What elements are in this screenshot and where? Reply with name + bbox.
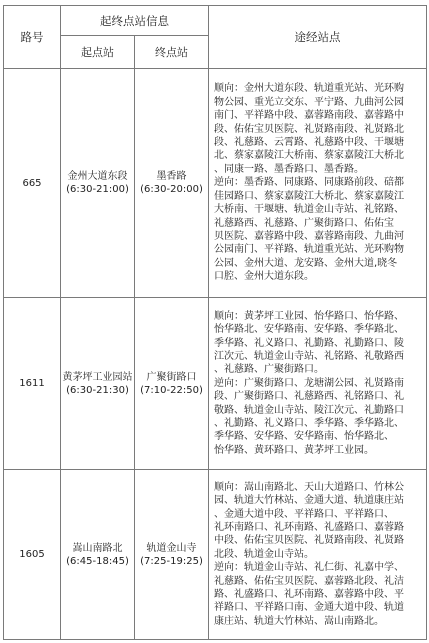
stops-line: 、金通大道中段、平祥路口、平祥路口、 [214, 508, 394, 520]
stops-line: 礼慈路西、礼慈路、广聚街路口、佑佑宝 [214, 217, 394, 229]
stops-line: 逆向：轨道金山寺站、礼仁街、礼嘉中学、 [214, 562, 404, 574]
route-no-header: 路号 [4, 6, 61, 69]
start-station-cell [61, 298, 135, 470]
stops-line: 逆向：广聚街路口、龙塘湖公园、礼贤路南 [214, 377, 404, 389]
route-row-1605 [4, 470, 427, 640]
stops-line: 物公园、重光立交东、平宁路、九曲河公园 [214, 96, 404, 108]
start-station-cell [61, 69, 135, 298]
route-number: 1611 [4, 298, 61, 470]
end-station-cell [135, 470, 209, 640]
stops-line: 康庄站、轨道大竹林站、嵩山南路北。 [214, 615, 384, 627]
stops-line: 、同康一路、墨香路口、墨香路。 [214, 163, 364, 175]
stops-line: 逆向：墨香路、同康路、同康路前段、碚都 [214, 177, 404, 189]
route-row-665 [4, 69, 427, 298]
end-station-header: 终点站 [135, 36, 209, 69]
start-station-time: (6:30-21:30) [66, 384, 129, 396]
via-stops-cell [209, 69, 427, 298]
stops-line: 敬路、轨道金山寺站、陵江次元、礼勤路口 [214, 404, 404, 416]
start-end-info-header: 起终点站信息 [61, 6, 209, 36]
header-row-1 [4, 6, 427, 36]
stops-line: 园、轨道大竹林站、金通大道、轨道康庄站 [214, 495, 404, 507]
end-station-time: (6:30-20:00) [140, 184, 203, 195]
route-row-1611 [4, 298, 427, 470]
end-station-cell [135, 298, 209, 470]
stops-line: 北、蔡家嘉陵江大桥南、蔡家嘉陵江大桥北 [214, 150, 404, 162]
stops-line: 段、广聚街路口、礼慈路西、礼铭路口、礼 [214, 391, 404, 403]
stops-line: 公园南门、平祥路、轨道重光站、光环购物 [214, 244, 404, 256]
stops-line: 段、佑佑宝贝医院、礼贤路南段、礼贤路北 [214, 123, 404, 135]
end-station-name: 广聚街路口 [146, 371, 197, 383]
stops-line: 礼环南路口、礼环南路、礼盛路口、嘉蓉路 [214, 521, 404, 533]
via-stations-header: 途经站点 [209, 6, 427, 69]
start-station-name: 嵩山南路北 [72, 542, 123, 554]
stops-line: 贝医院、嘉蓉路中段、嘉蓉路南段、九曲河 [214, 230, 404, 242]
route-number: 1605 [4, 470, 61, 640]
start-station-time: (6:30-21:00) [66, 184, 129, 195]
end-station-time: (7:25-19:25) [140, 555, 203, 567]
stops-line: 顺向：黄茅坪工业园、怡华路口、怡华路、 [214, 310, 404, 322]
start-station-time: (6:45-18:45) [66, 555, 129, 567]
route-table [3, 5, 427, 640]
stops-line: 季华路、礼义路口、礼勤路、礼勤路口、陵 [214, 337, 404, 349]
stops-line: 公园、金州大道、龙安路、金州大道,晓冬 [214, 257, 398, 269]
stops-line: 顺向：嵩山南路北、天山大道路口、竹林公 [214, 481, 404, 493]
stops-line: 顺向：金州大道东段、轨道重光站、光环购 [214, 83, 404, 95]
end-station-cell [135, 69, 209, 298]
end-station-time: (7:10-22:50) [140, 384, 203, 396]
end-station-name: 墨香路 [156, 171, 187, 182]
stops-line: 祥路口、平祥路口南、金通大道中段、轨道 [214, 602, 404, 614]
stops-line: 佳园路口、蔡家嘉陵江大桥北、蔡家嘉陵江 [214, 190, 404, 202]
stops-line: 段、礼慈路、云霄路、礼慈路中段、干堰塘 [214, 137, 404, 149]
stops-line: 怡华路北、安华路南、安华路、季华路北、 [214, 324, 404, 336]
stops-line: 怡华路、黄环路口、黄茅坪工业园。 [214, 444, 374, 456]
start-station-name: 金州大道东段 [67, 171, 128, 182]
route-number: 665 [4, 69, 61, 298]
stops-line: 礼慈路、佑佑宝贝医院、嘉蓉路北段、礼洁 [214, 575, 404, 587]
stops-line: 、礼勤路、礼义路口、季华路、季华路北、 [214, 418, 404, 430]
stops-line: 、礼慈路、广聚街路口。 [214, 364, 324, 376]
stops-line: 中段、佑佑宝贝医院、礼贤路南段、礼贤路 [214, 535, 404, 547]
end-station-name: 轨道金山寺 [146, 542, 197, 554]
stops-line: 北段、轨道金山寺站。 [214, 548, 314, 560]
stops-line: 季华路、安华路、安华路南、怡华路北、 [214, 431, 394, 443]
via-stops-cell [209, 298, 427, 470]
via-stops-cell [209, 470, 427, 640]
stops-line: 江次元、轨道金山寺站、礼铭路、礼敬路西 [214, 350, 404, 362]
stops-line: 大桥南、干堰塘、轨道金山寺站、礼铭路、 [214, 204, 404, 216]
stops-line: 南门、平祥路中段、嘉蓉路南段、嘉蓉路中 [214, 110, 404, 122]
start-station-header: 起点站 [61, 36, 135, 69]
stops-line: 口腔、金州大道东段。 [214, 271, 314, 283]
stops-line: 路、礼盛路口、礼环南路、嘉蓉路中段、平 [214, 589, 404, 601]
start-station-cell [61, 470, 135, 640]
start-station-name: 黄茅坪工业园站 [62, 371, 133, 383]
